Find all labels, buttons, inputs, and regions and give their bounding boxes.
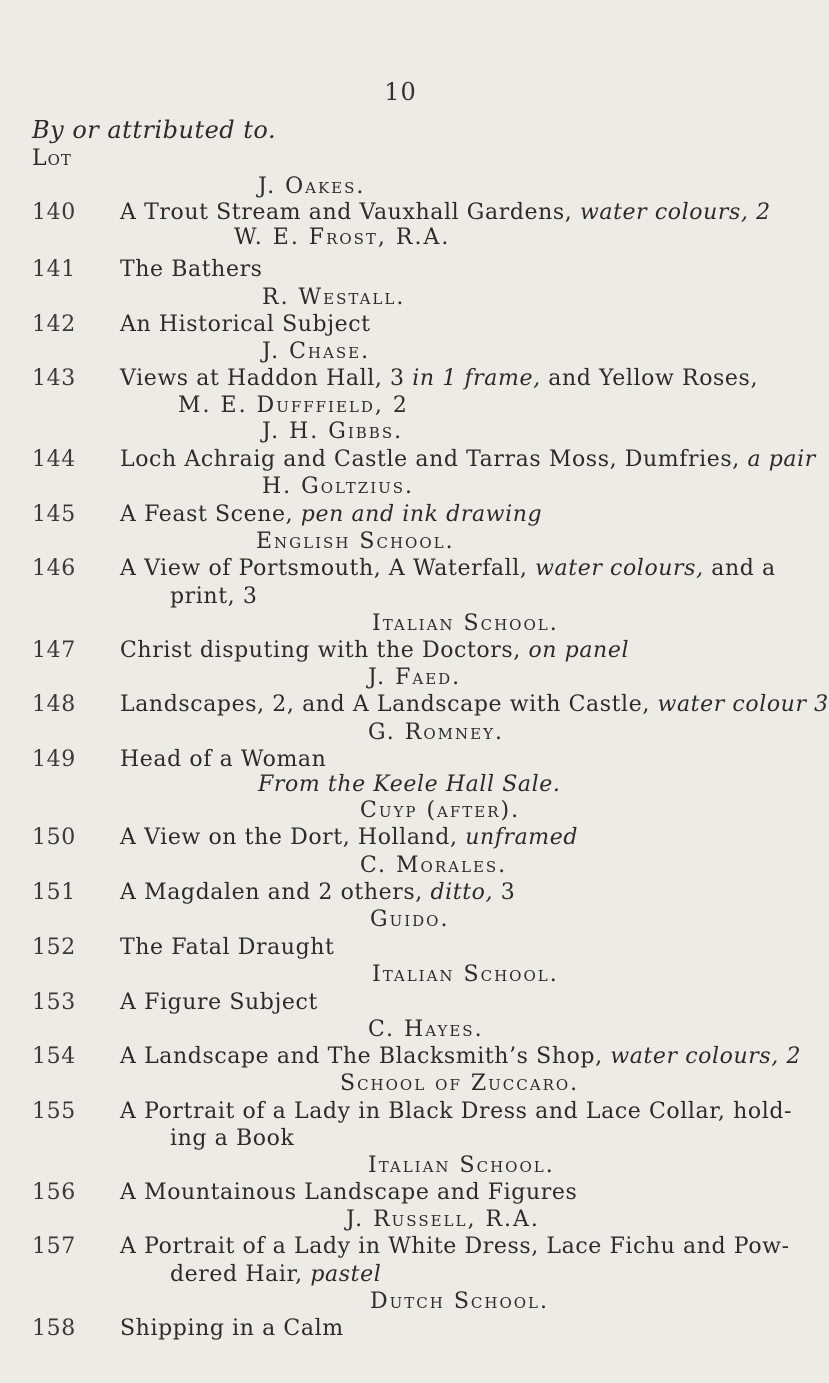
lot-medium: pen and ink drawing [300, 502, 543, 527]
artist-name: Italian School. [372, 962, 559, 987]
lot-number: 152 [32, 935, 76, 960]
lot-entry [120, 556, 776, 581]
artist-name: Italian School. [372, 611, 559, 636]
lot-column-heading: Lot [32, 146, 72, 171]
lot-title: A Magdalen and 2 others, [120, 880, 423, 905]
lot-medium: on panel [528, 638, 630, 663]
artist-name: R. Westall. [262, 285, 406, 310]
lot-title: An Historical Subject [120, 312, 371, 337]
lot-medium: a pair [747, 447, 816, 472]
lot-title: A Mountainous Landscape and Figures [120, 1180, 578, 1205]
lot-medium: water colour 3 [657, 692, 829, 717]
lot-title-continued: and Yellow Roses, [548, 366, 759, 391]
artist-name: G. Romney. [368, 720, 504, 745]
lot-medium: in 1 frame, [412, 366, 541, 391]
lot-number: 151 [32, 880, 76, 905]
lot-title: A View on the Dort, Holland, [120, 825, 458, 850]
lot-medium: water colours, 2 [610, 1044, 802, 1069]
lot-title-continued: print, 3 [170, 584, 258, 609]
lot-number: 142 [32, 312, 76, 337]
lot-number: 149 [32, 747, 76, 772]
lot-title: A Landscape and The Blacksmith’s Shop, [120, 1044, 603, 1069]
lot-number: 156 [32, 1180, 76, 1205]
lot-number: 143 [32, 366, 76, 391]
lot-number: 150 [32, 825, 76, 850]
lot-title: Views at Haddon Hall, 3 [120, 366, 405, 391]
lot-entry [120, 638, 629, 663]
lot-number: 155 [32, 1099, 76, 1124]
lot-number: 147 [32, 638, 76, 663]
lot-number: 158 [32, 1316, 76, 1341]
lot-entry [120, 447, 816, 472]
artist-name: Guido. [370, 907, 450, 932]
lot-medium: water colours, 2 [579, 200, 771, 225]
section-heading: By or attributed to. [32, 116, 277, 144]
lot-number: 157 [32, 1234, 76, 1259]
lot-medium: water colours, [535, 556, 704, 581]
lot-title: A View of Portsmouth, A Waterfall, [120, 556, 528, 581]
lot-number: 145 [32, 502, 76, 527]
artist-name: C. Hayes. [368, 1017, 484, 1042]
provenance-note: From the Keele Hall Sale. [258, 772, 561, 797]
artist-name: Italian School. [368, 1153, 555, 1178]
lot-medium: pastel [310, 1262, 382, 1287]
lot-title-continued: and a [711, 556, 776, 581]
lot-title-continued: ing a Book [170, 1126, 295, 1151]
lot-number: 141 [32, 257, 76, 282]
lot-title: Head of a Woman [120, 747, 327, 772]
lot-entry [120, 200, 771, 225]
lot-entry-continued [170, 1262, 381, 1287]
lot-number: 154 [32, 1044, 76, 1069]
page-number: 10 [384, 78, 417, 106]
artist-name: English School. [256, 529, 455, 554]
lot-title: A Portrait of a Lady in White Dress, Lace Fichu and Pow- [120, 1234, 790, 1259]
lot-medium: ditto, [430, 880, 494, 905]
lot-number: 146 [32, 556, 76, 581]
lot-title-continued: 3 [500, 880, 516, 905]
artist-name: H. Goltzius. [262, 474, 415, 499]
lot-entry [120, 692, 829, 717]
lot-title: A Trout Stream and Vauxhall Gardens, [120, 200, 573, 225]
lot-title: Landscapes, 2, and A Landscape with Castle, [120, 692, 650, 717]
lot-entry [120, 366, 758, 391]
lot-title: A Figure Subject [120, 990, 318, 1015]
lot-title: Loch Achraig and Castle and Tarras Moss, Dumfries, [120, 447, 740, 472]
lot-number: 144 [32, 447, 76, 472]
artist-name: Cuyp (after). [360, 798, 521, 823]
lot-medium: unframed [465, 825, 579, 850]
artist-name: M. E. Dufffield, 2 [178, 393, 409, 418]
lot-number: 153 [32, 990, 76, 1015]
artist-name: J. Oakes. [258, 174, 366, 199]
artist-name: School of Zuccaro. [340, 1071, 580, 1096]
lot-title: A Portrait of a Lady in Black Dress and Lace Collar, hold- [120, 1099, 793, 1124]
lot-title: The Fatal Draught [120, 935, 335, 960]
lot-entry [120, 825, 578, 850]
artist-name: J. Chase. [262, 339, 371, 364]
artist-name: J. H. Gibbs. [262, 419, 404, 444]
lot-title-continued: dered Hair, [170, 1262, 303, 1287]
lot-title: Shipping in a Calm [120, 1316, 344, 1341]
artist-name: J. Faed. [368, 665, 462, 690]
lot-title: The Bathers [120, 257, 263, 282]
lot-number: 148 [32, 692, 76, 717]
lot-title: Christ disputing with the Doctors, [120, 638, 521, 663]
lot-number: 140 [32, 200, 76, 225]
artist-name: Dutch School. [370, 1289, 550, 1314]
lot-entry [120, 502, 542, 527]
artist-name: W. E. Frost, R.A. [234, 225, 451, 250]
lot-entry [120, 880, 515, 905]
artist-name: C. Morales. [360, 853, 508, 878]
lot-title: A Feast Scene, [120, 502, 294, 527]
lot-entry [120, 1044, 801, 1069]
artist-name: J. Russell, R.A. [346, 1207, 540, 1232]
